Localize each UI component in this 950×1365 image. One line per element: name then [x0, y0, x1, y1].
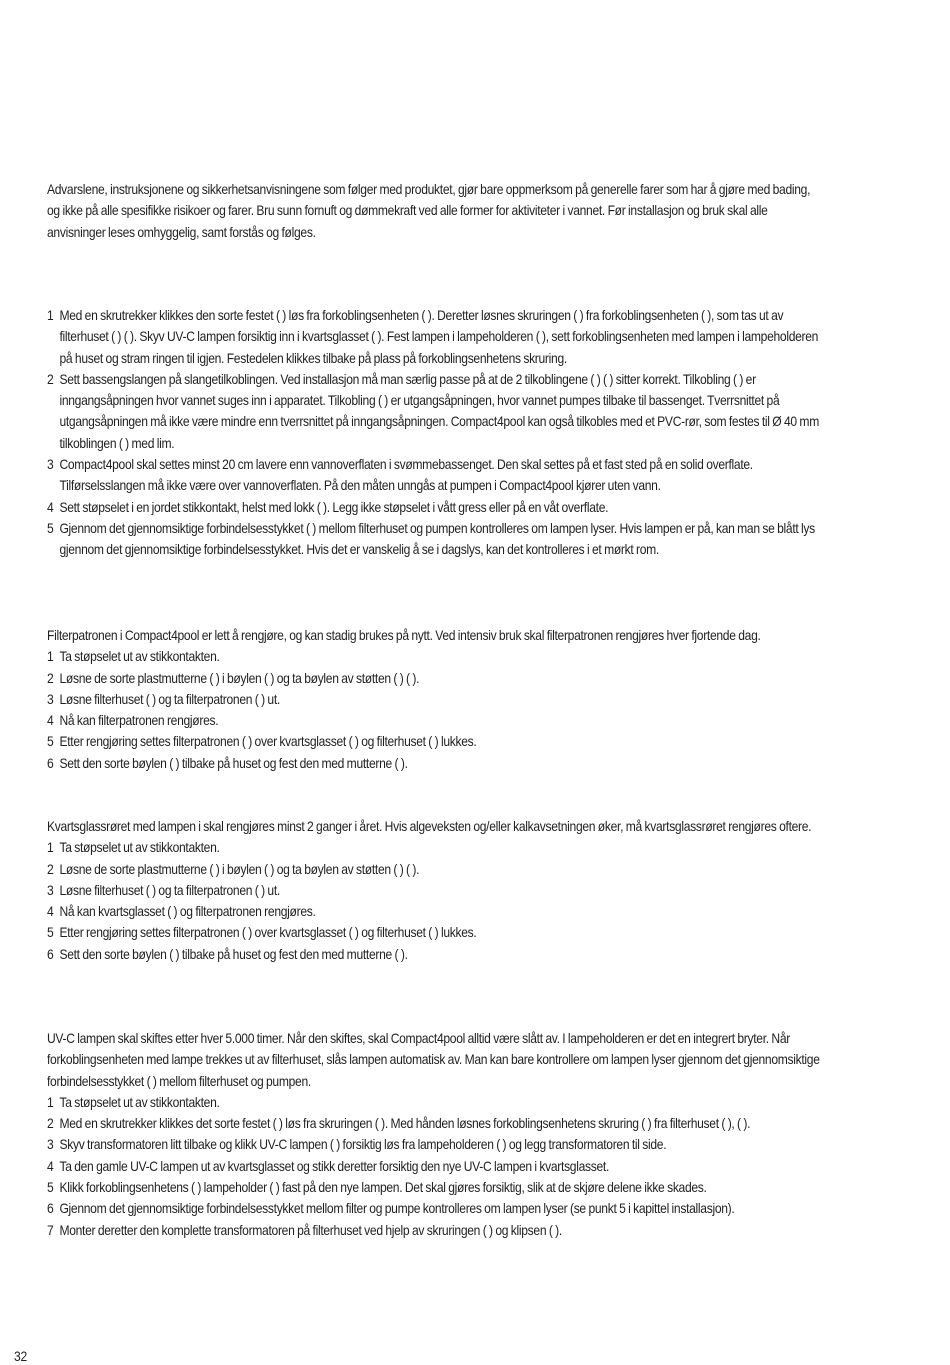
step-text: Sett den sorte bøylen ( ) tilbake på huset og fest den med mutterne ( ).: [59, 755, 408, 771]
list-item: [47, 922, 821, 943]
quartz-cleaning-section: [47, 816, 821, 965]
step-number: 2: [47, 670, 54, 686]
list-item: [47, 668, 821, 689]
intro-paragraph: Advarslene, instruksjonene og sikkerhetsanvisningene som følger med produktet, gjør bare oppmerksom på generelle farer som har å gjøre med bading, og ikke på alle spesifikke risikoer og farer. Bru sunn fornuft og dømmekraft ved alle former for aktiviteter i vannet. Før installasjon og bruk skal alle anvisninger leses omhyggelig, samt forstås og følges.: [47, 182, 811, 240]
step-text: Monter deretter den komplette transformatoren på filterhuset ved hjelp av skruringen ( ) og klipsen ( ).: [59, 1222, 562, 1238]
step-number: 5: [47, 925, 54, 941]
lamp-replacement-intro: UV-C lampen skal skiftes etter hver 5.000 timer. Når den skiftes, skal Compact4pool alltid være slått av. I lampeholderen er det en integrert bryter. Når forkoblingsenheten med lampe trekkes ut av filterhuset, slås lampen automatisk av. Man kan bare kontrollere om lampen lyser gjennom det gjennomsiktige forbindelsesstykket ( ) mellom filterhuset og pumpen.: [47, 1031, 820, 1089]
list-item: [47, 859, 821, 880]
list-item: [47, 1198, 821, 1219]
list-item: [47, 646, 821, 667]
list-item: [47, 880, 821, 901]
list-item: [47, 1220, 821, 1241]
step-number: 1: [47, 308, 54, 323]
step-text: Løsne de sorte plastmutterne ( ) i bøylen ( ) og ta bøylen av støtten ( ) ( ).: [59, 861, 420, 877]
step-number: 4: [47, 499, 54, 515]
list-item: [47, 731, 821, 752]
step-text: Etter rengjøring settes filterpatronen ( ) over kvartsglasset ( ) og filterhuset ( ) lukkes.: [59, 734, 477, 750]
step-text: Sett den sorte bøylen ( ) tilbake på huset og fest den med mutterne ( ).: [59, 946, 408, 962]
step-text: Klikk forkoblingsenhetens ( ) lampeholder ( ) fast på den nye lampen. Det skal gjøres forsiktig, slik at de skjøre delene ikke skades.: [59, 1180, 707, 1196]
step-number: 5: [47, 520, 54, 536]
step-text: Ta støpselet ut av stikkontakten.: [59, 840, 220, 856]
filter-cleaning-steps: [47, 646, 821, 774]
list-item: [47, 518, 821, 561]
step-number: 6: [47, 946, 54, 962]
step-text: Med en skrutrekker klikkes det sorte festet ( ) løs fra skruringen ( ). Med hånden løsnes forkoblingsenhetens skruring ( ) fra filterhuset ( ), ( ).: [59, 1116, 751, 1132]
list-item: [47, 1113, 821, 1134]
step-number: 1: [47, 649, 54, 665]
list-item: [47, 837, 821, 858]
list-item: [47, 944, 821, 965]
step-text: Gjennom det gjennomsiktige forbindelsesstykket mellom filter og pumpe kontrolleres om lampen lyser (se punkt 5 i kapittel installasjon).: [59, 1201, 735, 1217]
step-text: Nå kan filterpatronen rengjøres.: [59, 713, 219, 729]
page-number: 32: [14, 1349, 27, 1364]
step-text: Løsne filterhuset ( ) og ta filterpatronen ( ) ut.: [59, 882, 280, 898]
step-text: Ta støpselet ut av stikkontakten.: [59, 1094, 220, 1110]
step-number: 1: [47, 1094, 54, 1110]
list-item: [47, 1177, 821, 1198]
filter-cleaning-intro: Filterpatronen i Compact4pool er lett å rengjøre, og kan stadig brukes på nytt. Ved intensiv bruk skal filterpatronen rengjøres hver fjortende dag.: [47, 628, 761, 643]
list-item: [47, 689, 821, 710]
step-text: Compact4pool skal settes minst 20 cm lavere enn vannoverflaten i svømmebassenget. Den skal settes på et fast sted på en solid overflate. Tilførselsslangen må ikke være over vannoverflaten. På den måten unngås at pumpen i Compact4pool kjører uten vann.: [59, 457, 753, 494]
step-number: 7: [47, 1222, 54, 1238]
step-text: Ta den gamle UV-C lampen ut av kvartsglasset og stikk deretter forsiktig den nye UV-C lampen i kvartsglasset.: [59, 1158, 610, 1174]
step-text: Sett støpselet i en jordet stikkontakt, helst med lokk ( ). Legg ikke støpselet i vått gress eller på en våt overflate.: [59, 499, 609, 515]
step-text: Etter rengjøring settes filterpatronen ( ) over kvartsglasset ( ) og filterhuset ( ) lukkes.: [59, 925, 477, 941]
intro-section: [47, 179, 821, 243]
step-number: 4: [47, 1158, 54, 1174]
lamp-replacement-steps: [47, 1092, 821, 1241]
step-number: 6: [47, 1201, 54, 1217]
step-text: Med en skrutrekker klikkes den sorte festet ( ) løs fra forkoblingsenheten ( ). Deretter løsnes skruringen ( ) fra forkoblingsenheten ( ), som tas ut av filterhuset ( ) ( ). Skyv UV-C lampen forsiktig inn i kvartsglasset ( ). Fest lampen i lampeholderen ( ), sett forkoblingsenheten med lampen i lampeholderen på huset og stram ringen til igjen. Festedelen klikkes tilbake på plass på forkoblingsenhetens skruring.: [59, 308, 819, 366]
installation-section: [47, 305, 821, 561]
list-item: [47, 753, 821, 774]
list-item: [47, 901, 821, 922]
step-number: 3: [47, 882, 54, 898]
list-item: [47, 1092, 821, 1113]
step-number: 3: [47, 691, 54, 707]
quartz-cleaning-steps: [47, 837, 821, 965]
step-text: Skyv transformatoren litt tilbake og klikk UV-C lampen ( ) forsiktig løs fra lampeholderen ( ) og legg transformatoren til side.: [59, 1137, 667, 1153]
step-number: 5: [47, 1180, 54, 1196]
list-item: [47, 497, 821, 518]
step-text: Løsne filterhuset ( ) og ta filterpatronen ( ) ut.: [59, 691, 280, 707]
step-number: 2: [47, 1116, 54, 1132]
step-text: Sett bassengslangen på slangetilkoblingen. Ved installasjon må man særlig passe på at de 2 tilkoblingene ( ) ( ) sitter korrekt. Tilkobling ( ) er inngangsåpningen hvor vannet suges inn i apparatet. Tilkobling ( ) er utgangsåpningen, hvor vannet pumpes tilbake til bassenget. Tverrsnittet på utgangsåpningen må ikke være mindre enn tverrsnittet på inngangsåpningen. Compact4pool kan også tilkobles med et PVC-rør, som festes til Ø 40 mm tilkoblingen ( ) med lim.: [59, 371, 819, 451]
step-text: Gjennom det gjennomsiktige forbindelsesstykket ( ) mellom filterhuset og pumpen kontrolleres om lampen lyser. Hvis lampen er på, kan man se blått lys gjennom det gjennomsiktige forbindelsesstykket. Hvis det er vanskelig å se i dagslys, kan det kontrolleres i et mørkt rom.: [59, 520, 815, 558]
installation-steps: [47, 305, 821, 561]
step-number: 3: [47, 1137, 54, 1153]
step-number: 5: [47, 734, 54, 750]
step-text: Nå kan kvartsglasset ( ) og filterpatronen rengjøres.: [59, 904, 316, 920]
lamp-replacement-section: [47, 1028, 821, 1241]
list-item: [47, 1134, 821, 1155]
step-number: 4: [47, 713, 54, 729]
list-item: [47, 454, 821, 497]
step-number: 2: [47, 371, 54, 387]
list-item: [47, 305, 821, 369]
step-number: 2: [47, 861, 54, 877]
list-item: [47, 369, 821, 454]
step-number: 3: [47, 457, 54, 473]
filter-cleaning-section: [47, 625, 821, 774]
step-text: Ta støpselet ut av stikkontakten.: [59, 649, 220, 665]
step-number: 6: [47, 755, 54, 771]
step-number: 4: [47, 904, 54, 920]
list-item: [47, 710, 821, 731]
step-text: Løsne de sorte plastmutterne ( ) i bøylen ( ) og ta bøylen av støtten ( ) ( ).: [59, 670, 420, 686]
step-number: 1: [47, 840, 54, 856]
list-item: [47, 1156, 821, 1177]
quartz-cleaning-intro: Kvartsglassrøret med lampen i skal rengjøres minst 2 ganger i året. Hvis algeveksten og/eller kalkavsetningen øker, må kvartsglassrøret rengjøres oftere.: [47, 819, 812, 834]
